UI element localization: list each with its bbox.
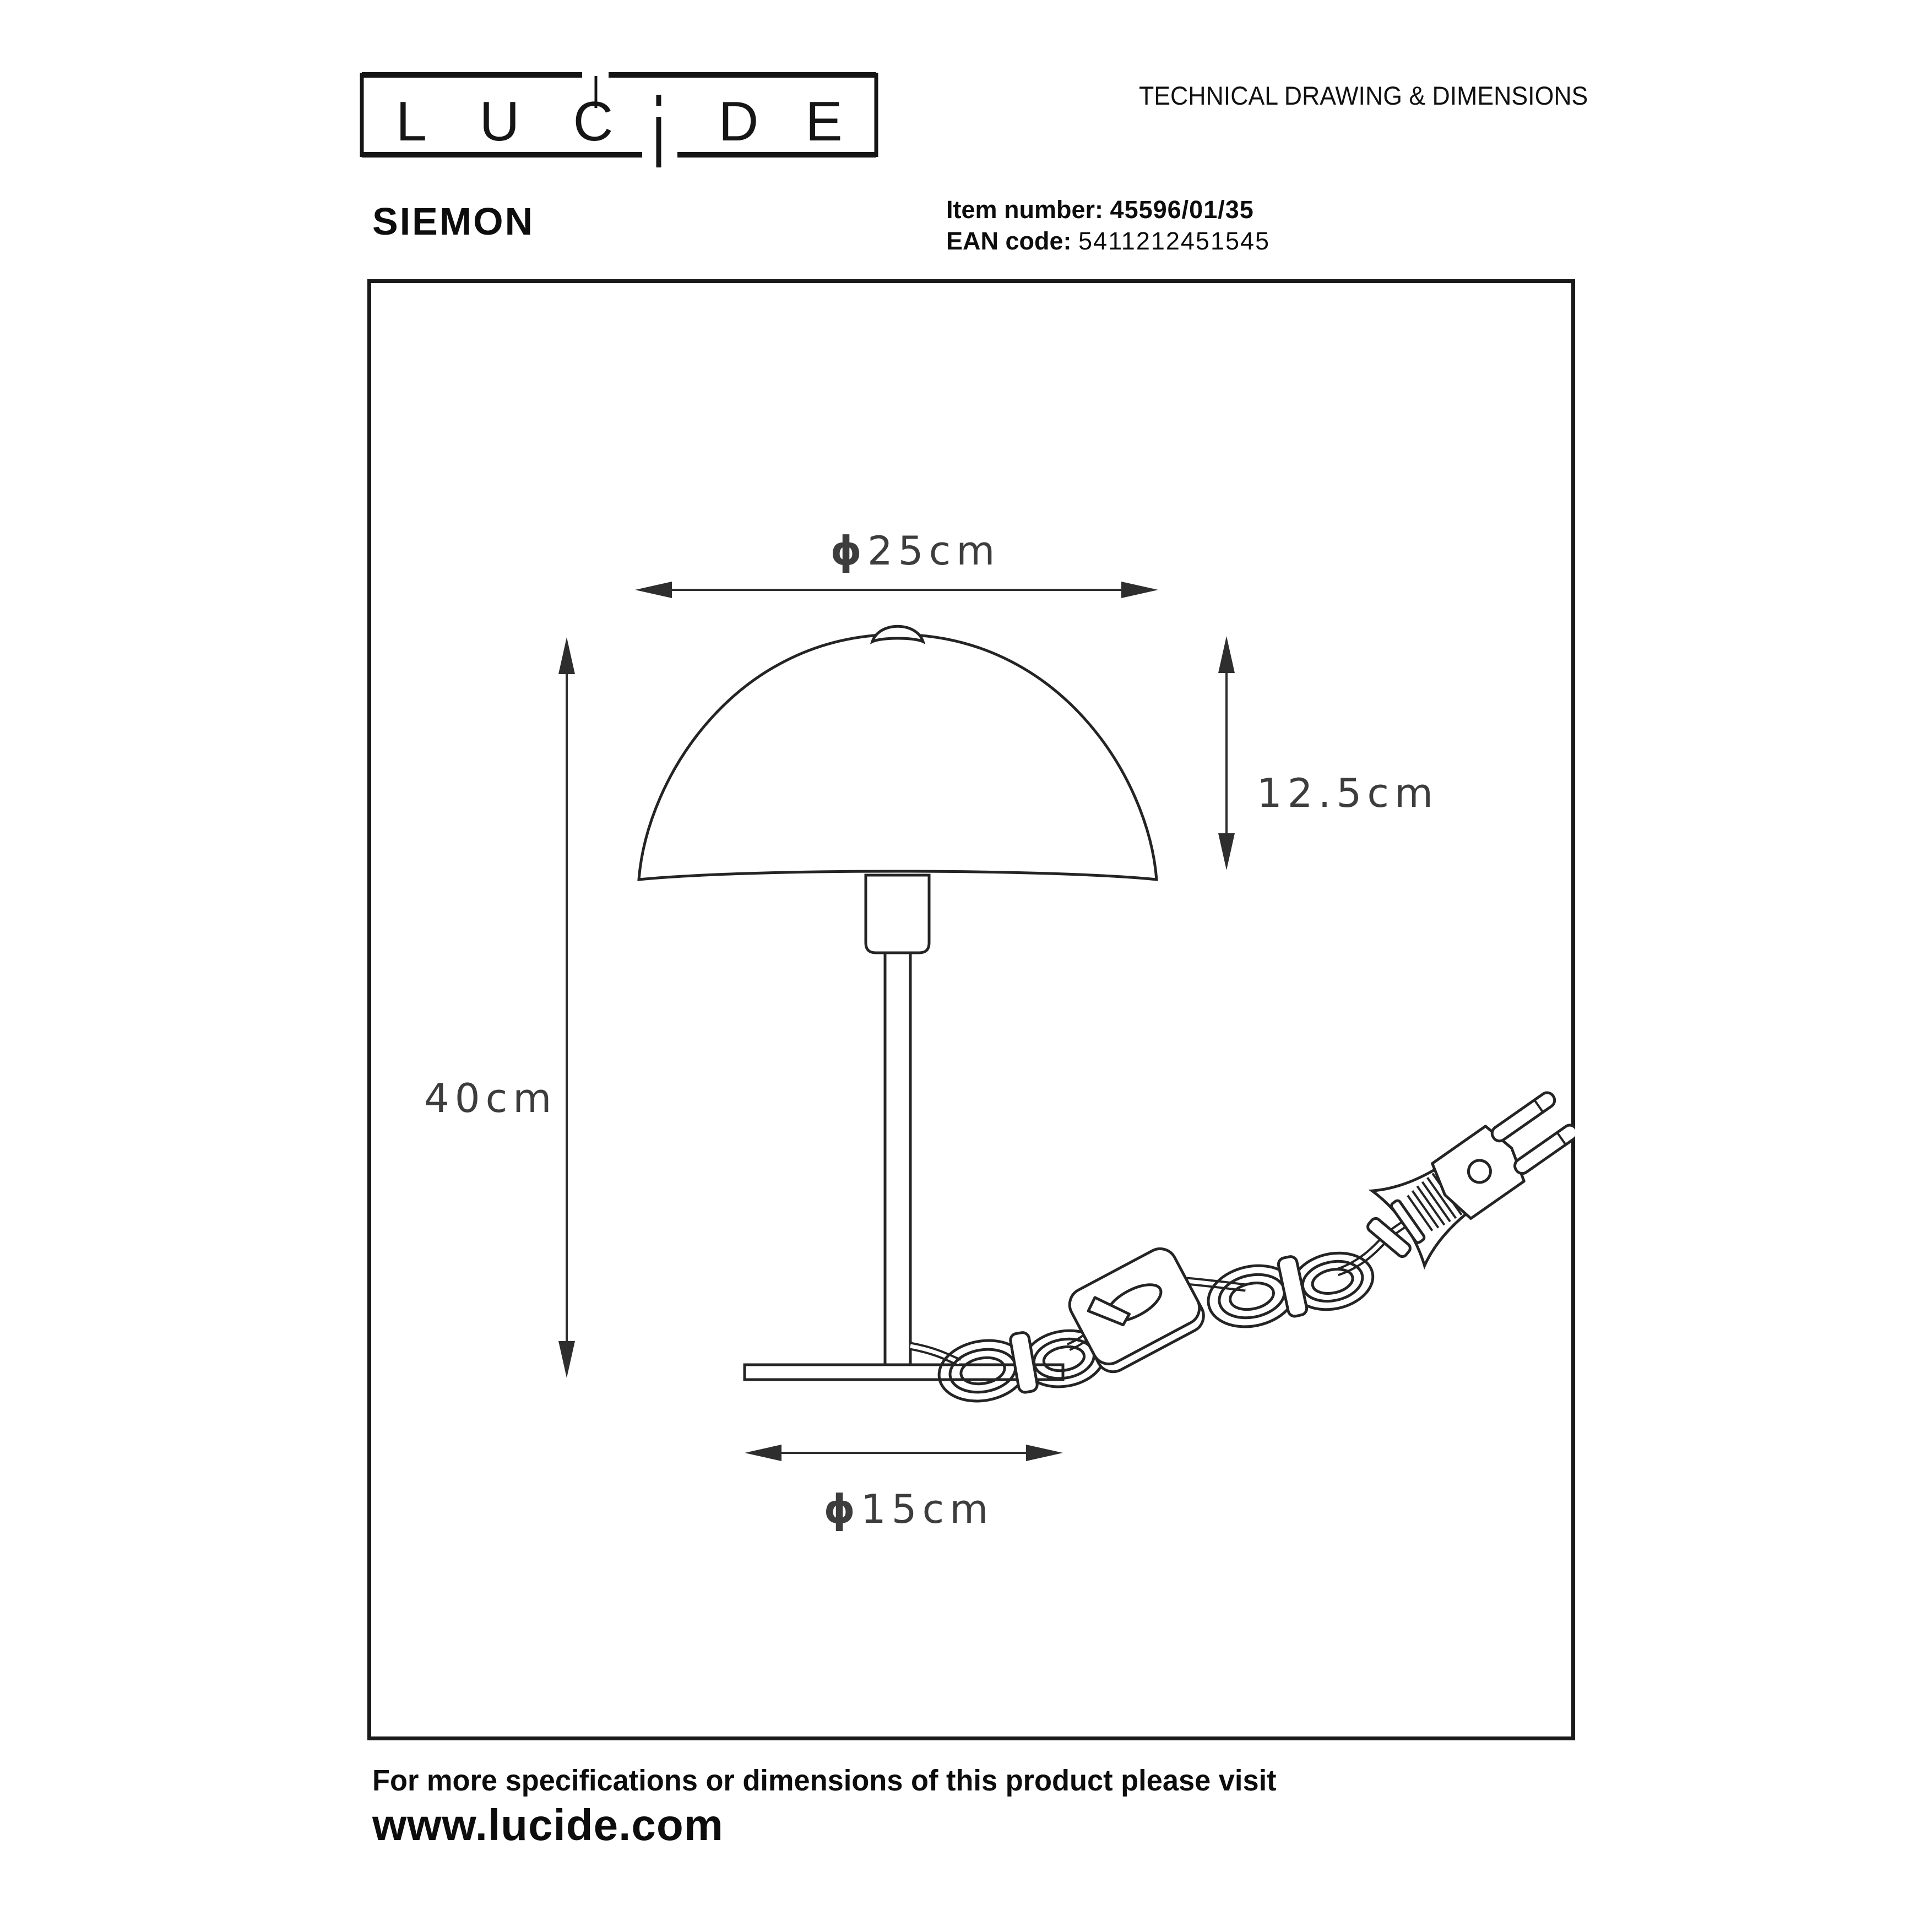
ean-code-label: EAN code: (946, 227, 1072, 255)
logo-letter-c: C (573, 91, 614, 153)
plug-pin (1489, 1090, 1557, 1144)
ean-code-value: 5411212451545 (1078, 227, 1271, 255)
lamp-neck (866, 875, 929, 953)
phi-symbol: ϕ (830, 528, 867, 574)
phi-symbol: ϕ (823, 1486, 861, 1532)
dimension-shade-diameter (635, 582, 1158, 598)
item-number-value: 45596/01/35 (1110, 196, 1254, 224)
lucide-website-link[interactable]: www.lucide.com (372, 1800, 724, 1849)
dimension-base-diameter (745, 1445, 1063, 1461)
shade-height-label: 12.5cm (1257, 770, 1439, 816)
power-cord (910, 1074, 1575, 1408)
lamp-top-knob (872, 626, 923, 642)
inline-switch-icon (1064, 1243, 1209, 1377)
logo-letter-d: D (718, 91, 759, 153)
product-codes (946, 194, 1270, 257)
logo-letter-e: E (805, 91, 843, 153)
footer-note: For more specifications or dimensions of this product please visit (372, 1764, 1277, 1797)
shade-diameter-label: ϕ25cm (830, 528, 1001, 574)
lucide-logo (360, 70, 878, 178)
cord-wrap-band (1010, 1332, 1038, 1393)
dimension-total-height (558, 637, 575, 1378)
page-title: TECHNICAL DRAWING & DIMENSIONS (1139, 81, 1588, 110)
plug-pin (1512, 1122, 1575, 1176)
logo-border (362, 73, 876, 157)
item-number-row (946, 194, 1270, 225)
base-diameter-label: ϕ15cm (823, 1486, 994, 1532)
total-height-label: 40cm (424, 1075, 557, 1121)
lamp-stem (885, 953, 910, 1367)
dimension-shade-height (1218, 636, 1235, 870)
lamp-drawing (639, 626, 1157, 1380)
ean-code-row (946, 225, 1270, 257)
footer-url (372, 1800, 724, 1850)
product-name: SIEMON (372, 200, 535, 243)
logo-letter-l: L (395, 91, 427, 153)
logo-letter-u: U (479, 91, 520, 153)
lamp-dome-shade (639, 634, 1157, 880)
power-plug-icon (1372, 1074, 1575, 1266)
item-number-label: Item number: (946, 196, 1104, 224)
